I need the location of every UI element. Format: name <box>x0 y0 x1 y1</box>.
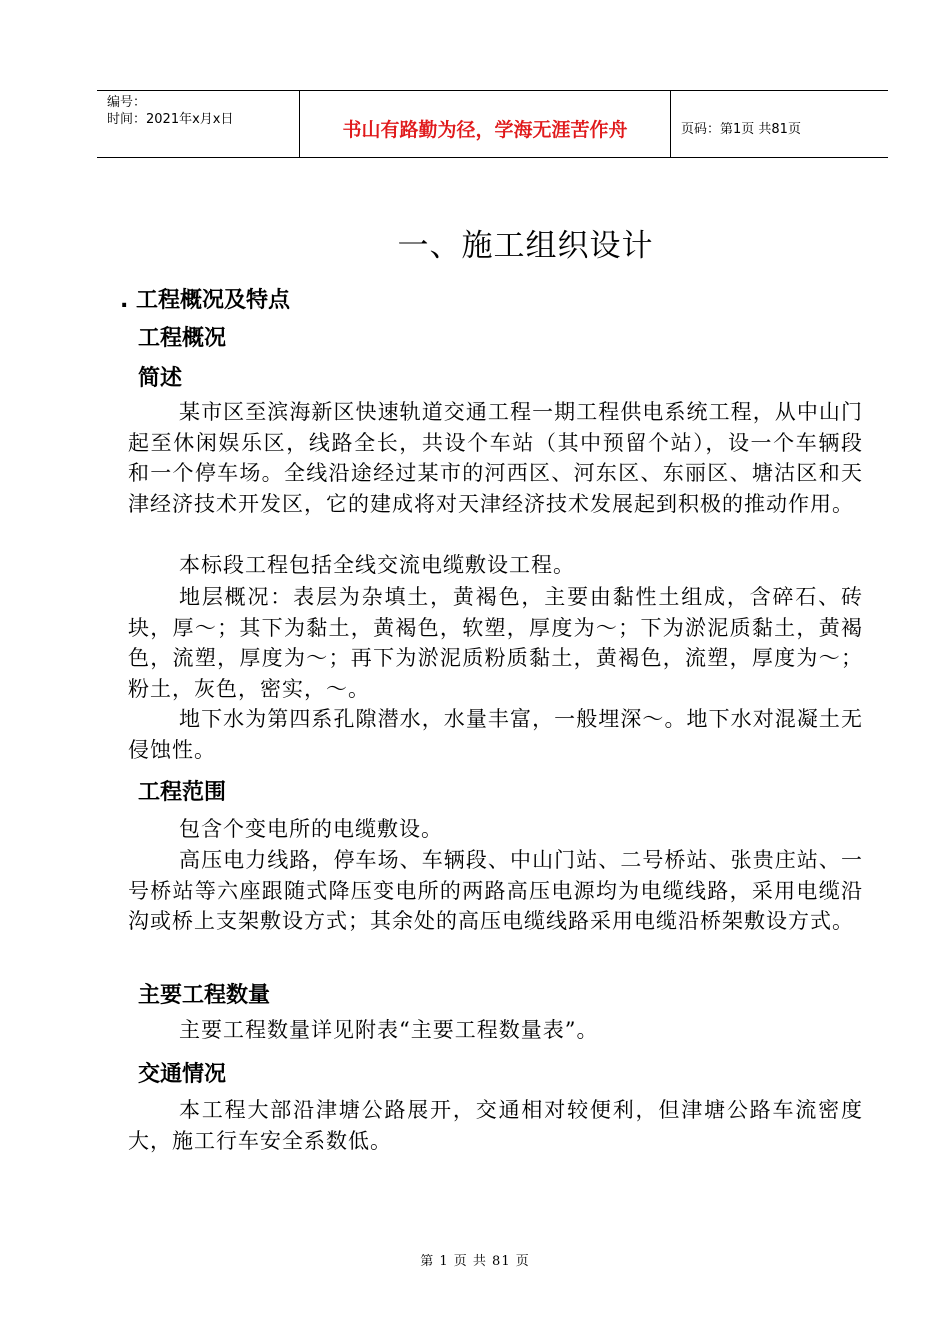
header-motto-cell <box>300 91 671 157</box>
page-footer: 第 1 页 共 81 页 <box>420 1254 530 1269</box>
paragraph-hv-lines: 高压电力线路，停车场、车辆段、中山门站、二号桥站、张贵庄站、一号桥站等六座跟随式降压变电所的两路高压电源均为电缆线路，采用电缆沿沟或桥上支架敷设方式；其余处的高压电缆线路采用电缆沿桥架敷设方式。 <box>128 848 863 933</box>
document-number: 编号： <box>107 95 147 110</box>
paragraph-groundwater: 地下水为第四系孔隙潜水，水量丰富，一般埋深～。地下水对混凝土无侵蚀性。 <box>128 707 863 762</box>
section-heading-overview: 工程概况 <box>138 326 227 351</box>
header-page-cell <box>671 91 888 157</box>
paragraph-project-summary: 某市区至滨海新区快速轨道交通工程一期工程供电系统工程，从中山门起至休闲娱乐区，线路全长，共设个车站（其中预留个站），设一个车辆段和一个停车场。全线沿途经过某市的河西区、河东区、东丽区、塘沽区和天津经济技术开发区，它的建成将对天津经济技术发展起到积极的推动作用。 <box>128 400 863 516</box>
document-time: 时间：2021年x月x日 <box>107 112 234 127</box>
document-title: 一、施工组织设计 <box>397 228 654 264</box>
header-meta-cell <box>97 91 300 157</box>
section-heading-summary: 简述 <box>138 366 183 391</box>
paragraph-geology: 地层概况：表层为杂填土，黄褐色，主要由黏性土组成，含碎石、砖块，厚～；其下为黏土，黄褐色，软塑，厚度为～；下为淤泥质黏土，黄褐色，流塑，厚度为～；再下为淤泥质粉质黏土，黄褐色，流塑，厚度为～；粉土，灰色，密实，～。 <box>128 585 863 701</box>
header-table <box>97 90 888 158</box>
paragraph-scope-note: 本标段工程包括全线交流电缆敷设工程。 <box>179 553 575 577</box>
section-heading-traffic: 交通情况 <box>138 1062 227 1087</box>
motto: 书山有路勤为径，学海无涯苦作舟 <box>342 119 628 141</box>
section-heading-quantity: 主要工程数量 <box>138 983 271 1008</box>
paragraph-quantity: 主要工程数量详见附表“主要工程数量表”。 <box>179 1018 599 1042</box>
section-heading-overview-features: . 工程概况及特点 <box>120 288 291 313</box>
page-number-label: 页码：第1页 共81页 <box>681 122 801 137</box>
section-heading-scope: 工程范围 <box>138 780 227 805</box>
paragraph-substations: 包含个变电所的电缆敷设。 <box>179 817 443 841</box>
paragraph-traffic: 本工程大部沿津塘公路展开，交通相对较便利，但津塘公路车流密度大，施工行车安全系数低。 <box>128 1098 863 1153</box>
